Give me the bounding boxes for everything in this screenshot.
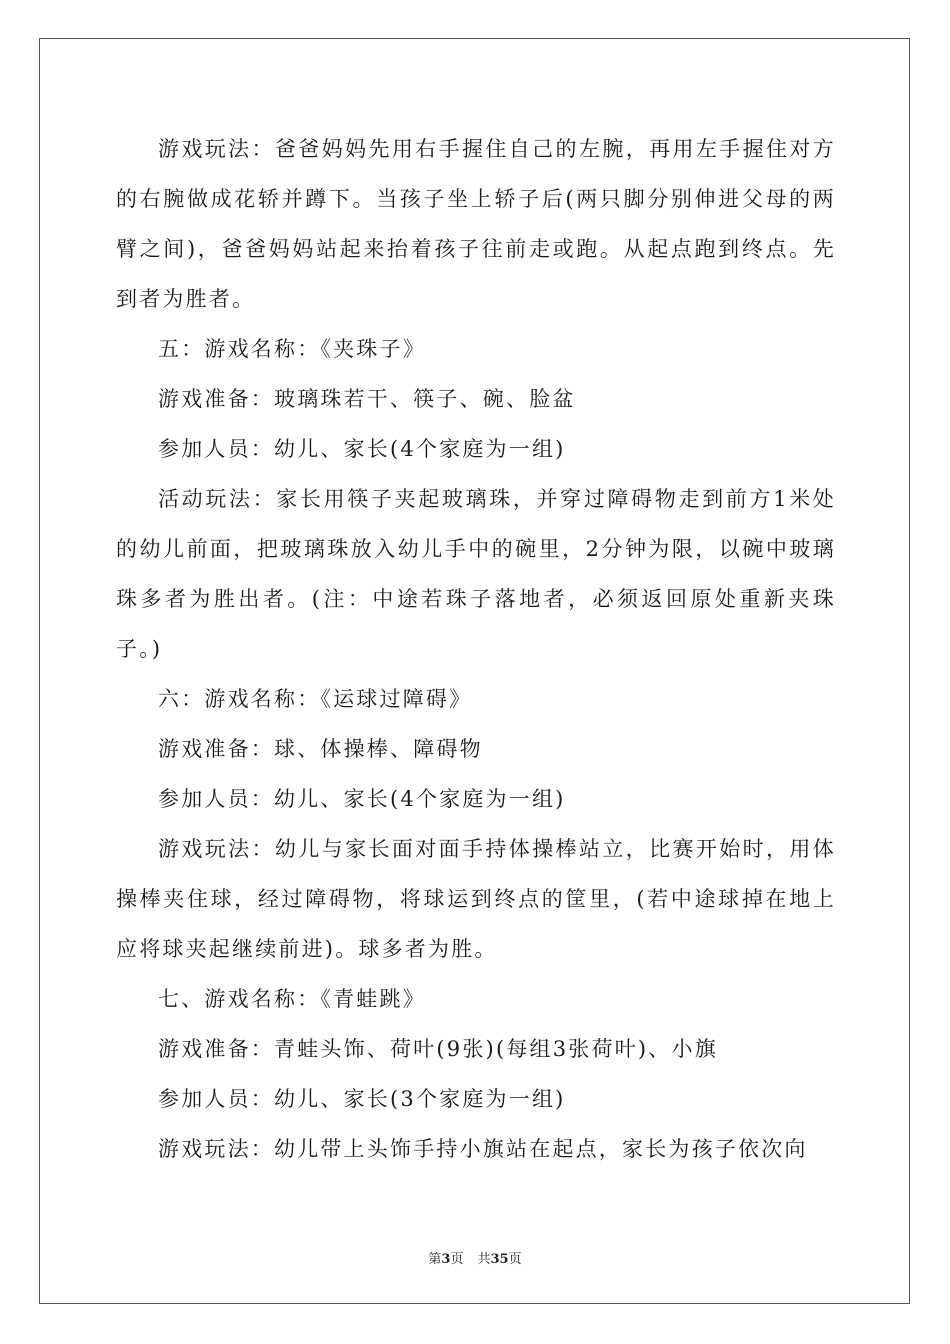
footer-page-current: 3 (441, 1252, 451, 1267)
footer-page-prefix: 第 (428, 1252, 442, 1267)
paragraph-game-seven-participants: 参加人员：幼儿、家长(3个家庭为一组) (158, 1087, 566, 1111)
heading-game-six: 六：游戏名称：《运球过障碍》 (158, 687, 473, 711)
heading-game-seven: 七、游戏名称：《青蛙跳》 (158, 987, 426, 1011)
footer-total-suffix: 页 (508, 1252, 522, 1267)
footer-page-total: 35 (490, 1252, 509, 1267)
paragraph-game-five-participants: 参加人员：幼儿、家长(4个家庭为一组) (158, 437, 566, 461)
paragraph-game-seven-prep: 游戏准备：青蛙头饰、荷叶(9张)(每组3张荷叶)、小旗 (158, 1037, 718, 1061)
footer-total-prefix: 共 (477, 1252, 491, 1267)
paragraph-game-six-rules: 游戏玩法：幼儿与家长面对面手持体操棒站立，比赛开始时，用体操棒夹住球，经过障碍物，将球运到终点的筐里，(若中途球掉在地上应将球夹起继续前进)。球多者为胜。 (116, 837, 836, 961)
paragraph-game-five-rules: 活动玩法：家长用筷子夹起玻璃珠，并穿过障碍物走到前方1米处的幼儿前面，把玻璃珠放入幼儿手中的碗里，2分钟为限，以碗中玻璃珠多者为胜出者。(注：中途若珠子落地者，必须返回原处重新夹珠子。) (116, 487, 836, 661)
paragraph-game-seven-rules: 游戏玩法：幼儿带上头饰手持小旗站在起点，家长为孩子依次向 (158, 1137, 808, 1161)
page-footer (0, 1248, 950, 1267)
paragraph-game-rules-sedan: 游戏玩法：爸爸妈妈先用右手握住自己的左腕，再用左手握住对方的右腕做成花轿并蹲下。当孩子坐上轿子后(两只脚分别伸进父母的两臂之间)，爸爸妈妈站起来抬着孩子往前走或跑。从起点跑到终点。先到者为胜者。 (116, 137, 836, 311)
document-body (116, 124, 836, 1174)
footer-page-suffix: 页 (450, 1252, 464, 1267)
heading-game-five: 五：游戏名称：《夹珠子》 (158, 337, 426, 361)
paragraph-game-six-prep: 游戏准备：球、体操棒、障碍物 (158, 737, 483, 761)
paragraph-game-six-participants: 参加人员：幼儿、家长(4个家庭为一组) (158, 787, 566, 811)
paragraph-game-five-prep: 游戏准备：玻璃珠若干、筷子、碗、脸盆 (158, 387, 576, 411)
